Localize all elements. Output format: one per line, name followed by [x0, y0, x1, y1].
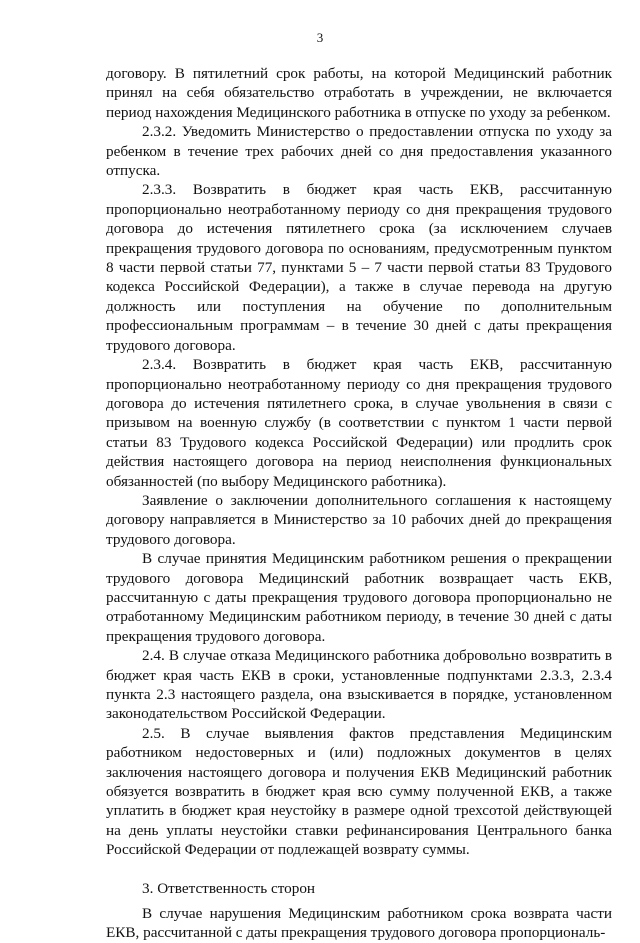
paragraph-continuation: договору. В пятилетний срок работы, на которой Медицинский работник принял на себя обязательство отработать в учреждении, не включается период нахождения Медицинского работника в отпуске по уходу за ребенком.	[106, 65, 612, 121]
paragraph-additional-agreement: Заявление о заключении дополнительного соглашения к настоящему договору направляется в Министерство за 10 рабочих дней до прекращения трудового договора.	[106, 491, 612, 548]
paragraph-termination-decision: В случае принятия Медицинским работником решения о прекращении трудового договора Медицинский работник возвращает часть ЕКВ, рассчитанную с даты прекращения трудового договора пропорционально не отработанному Медицинским работником периоду, в течение 30 дней с даты прекращения трудового договора.	[106, 550, 612, 645]
page-number: 3	[316, 30, 324, 45]
document-body	[106, 64, 612, 943]
paragraph-2-5: 2.5. В случае выявления фактов представления Медицинским работником недостоверных и (или) подложных документов в целях заключения настоящего договора и получения ЕКВ Медицинский работник обязуется возвратить в бюджет края всю сумму полученной ЕКВ, а также уплатить в бюджет края неустойку в размере одной трехсотой действующей на день уплаты неустойки ставки рефинансирования Центрального банка Российской Федерации от подлежащей возврату суммы.	[106, 724, 612, 859]
paragraph-2-3-4: 2.3.4. Возвратить в бюджет края часть ЕКВ, рассчитанную пропорционально неотработанному периоду со дня прекращения трудового договора до истечения пятилетнего срока, в случае увольнения в связи с призывом на военную службу (в соответствии с пунктом 1 части первой статьи 83 Трудового кодекса Российской Федерации) или продлить срок действия настоящего договора на период неисполнения функциональных обязанностей (по выбору Медицинского работника).	[106, 356, 612, 490]
paragraph-2-3-3: 2.3.3. Возвратить в бюджет края часть ЕКВ, рассчитанную пропорционально неотработанному периоду со дня прекращения трудового договора до истечения пятилетнего срока (за исключением случаев прекращения трудового договора по основаниям, предусмотренным пунктом 8 части первой статьи 77, пунктами 5 – 7 части первой статьи 83 Трудового кодекса Российской Федерации), а также в случае перевода на другую должность или поступления на обучение по дополнительным профессиональным программам – в течение 30 дней с даты прекращения трудового договора.	[106, 181, 612, 354]
paragraph-section-3: В случае нарушения Медицинским работником срока возврата части ЕКВ, рассчитанной с даты прекращения трудового договора пропорциональ-	[106, 905, 612, 942]
section-heading-responsibility: 3. Ответственность сторон	[142, 879, 316, 897]
paragraph-2-3-2: 2.3.2. Уведомить Министерство о предоставлении отпуска по уходу за ребенком в течение трех рабочих дней со дня предоставления указанного отпуска.	[106, 123, 612, 180]
paragraph-2-4: 2.4. В случае отказа Медицинского работника добровольно возвратить в бюджет края часть ЕКВ в сроки, установленные подпунктами 2.3.3, 2.3.4 пункта 2.3 настоящего раздела, она взыскивается в порядке, установленном законодательством Российской Федерации.	[106, 647, 612, 723]
